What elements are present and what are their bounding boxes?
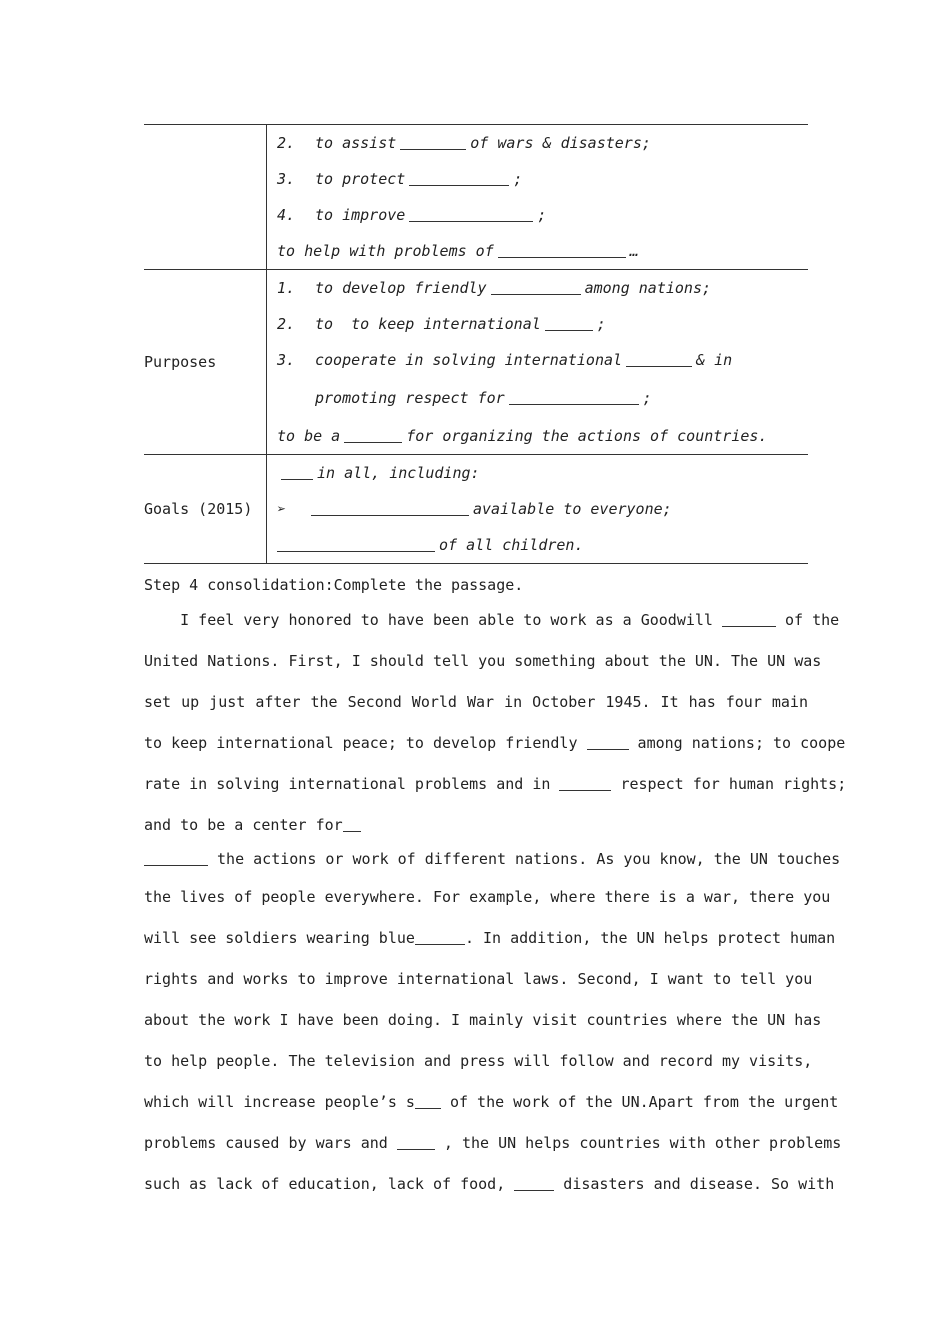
blank[interactable]	[545, 316, 593, 331]
blank[interactable]	[311, 501, 469, 516]
blank[interactable]	[343, 817, 361, 832]
blank[interactable]	[491, 280, 581, 295]
list-item: 4. to improve ;	[277, 206, 547, 224]
passage-line: about the work I have been doing. I mainly visit countries where the UN has	[144, 1011, 822, 1029]
arrow-bullet-icon: ➢	[277, 500, 287, 518]
list-item: 3. to protect ;	[277, 170, 523, 188]
passage-line: rate in solving international problems and in respect for human rights;	[144, 775, 847, 793]
blank[interactable]	[722, 612, 776, 627]
passage-line: to keep international peace; to develop friendly among nations; to coope	[144, 734, 846, 752]
blank[interactable]	[626, 352, 692, 367]
list-item: of all children.	[277, 527, 808, 563]
passage-line: which will increase people’s s of the work of the UN.Apart from the urgent	[144, 1093, 839, 1111]
table-row	[144, 455, 808, 564]
blank[interactable]	[415, 930, 465, 945]
blank[interactable]	[514, 1176, 554, 1191]
list-item: 2. to assist of wars & disasters;	[277, 134, 651, 152]
blank[interactable]	[587, 735, 629, 750]
passage-line: will see soldiers wearing blue . In addition, the UN helps protect human	[144, 929, 836, 947]
blank[interactable]	[415, 1094, 441, 1109]
passage-line: set up just after the Second World War in October 1945. It has four main	[144, 693, 808, 711]
blank[interactable]	[409, 207, 533, 222]
blank[interactable]	[509, 390, 639, 405]
row-content	[267, 125, 809, 270]
list-item: ➢ available to everyone;	[277, 491, 808, 527]
passage-line: United Nations. First, I should tell you something about the UN. The UN was	[144, 652, 822, 670]
passage-line: the lives of people everywhere. For example, where there is a war, there you	[144, 888, 831, 906]
blank[interactable]	[397, 1135, 435, 1150]
passage-line: such as lack of education, lack of food, disasters and disease. So with	[144, 1175, 835, 1193]
passage-line: I feel very honored to have been able to work as a Goodwill of the	[144, 611, 840, 629]
row-label-purposes: Purposes	[144, 270, 267, 455]
row-content	[267, 270, 809, 455]
row-content	[267, 455, 809, 564]
passage-line: to help people. The television and press will follow and record my visits,	[144, 1052, 813, 1070]
list-item: 1. to develop friendly among nations;	[277, 279, 712, 297]
row-label	[144, 125, 267, 270]
blank[interactable]	[281, 465, 313, 480]
list-item: in all, including:	[277, 455, 808, 491]
passage-line: and to be a center for	[144, 805, 808, 846]
passage-line: problems caused by wars and , the UN helps countries with other problems	[144, 1134, 842, 1152]
list-item: to help with problems of …	[277, 242, 639, 260]
passage	[144, 600, 847, 1205]
blank[interactable]	[409, 171, 509, 186]
list-item: to be a for organizing the actions of countries.	[277, 427, 768, 445]
blank[interactable]	[400, 135, 466, 150]
un-outline-table	[144, 124, 808, 564]
blank[interactable]	[344, 428, 402, 443]
row-label-goals: Goals (2015)	[144, 455, 267, 564]
passage-line: the actions or work of different nations. As you know, the UN touches	[144, 841, 808, 877]
passage-line: rights and works to improve international laws. Second, I want to tell you	[144, 970, 813, 988]
list-item: 3. cooperate in solving international & in	[277, 351, 733, 369]
step-heading: Step 4 consolidation:Complete the passage.	[144, 576, 524, 594]
blank[interactable]	[498, 243, 626, 258]
blank[interactable]	[144, 851, 208, 866]
list-item: 2. to to keep international ;	[277, 315, 606, 333]
table-row	[144, 270, 808, 455]
blank[interactable]	[559, 776, 611, 791]
table-row	[144, 125, 808, 270]
blank[interactable]	[277, 537, 435, 552]
list-item: promoting respect for ;	[315, 389, 652, 407]
